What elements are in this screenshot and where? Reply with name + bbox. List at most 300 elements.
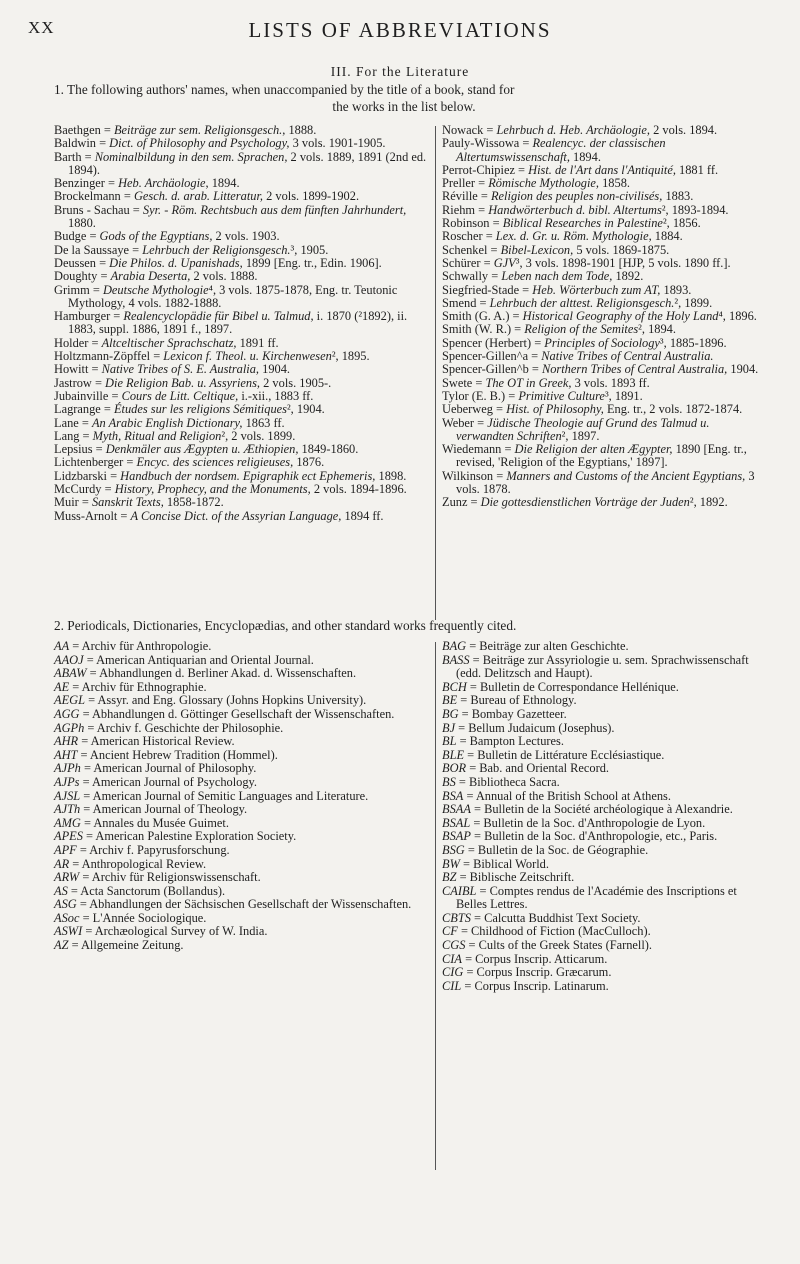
abbreviation: ASWI [54, 924, 83, 939]
entry-author: Hamburger = [54, 309, 124, 324]
entry-author: Smith (G. A.) = [442, 309, 523, 324]
entry-author: Smend = [442, 295, 490, 310]
entry-author: Barth = [54, 149, 95, 164]
entry-author: Lichtenberger = [54, 455, 137, 470]
abbreviation-entry [54, 776, 434, 790]
entry-details: ⁴, 3 vols. 1875-1878, Eng. tr. Teutonic Mythology, 4 vols. 1882-1888. [68, 282, 398, 310]
bibliography-entry [442, 164, 768, 177]
bibliography-entry [442, 284, 768, 297]
entry-title: Die Religion Bab. u. Assyriens, [105, 375, 261, 390]
abbreviation-entry [54, 654, 434, 668]
abbreviation-definition: = Archæological Survey of W. India. [82, 924, 268, 939]
abbreviation-entry [442, 844, 768, 858]
abbreviation: BAG [442, 639, 467, 653]
entry-title: Römische Mythologie, [488, 176, 600, 191]
entry-details: 2 vols. 1889, 1891 (2nd ed. 1894). [68, 149, 427, 177]
abbreviation: BLE [442, 747, 465, 762]
abbreviation-definition: = Comptes rendus de l'Académie des Inscriptions et Belles Lettres. [456, 883, 737, 912]
entry-author: Lidzbarski = [54, 468, 121, 483]
abbreviation: AJSL [54, 788, 81, 803]
entry-author: Riehm = [442, 202, 489, 217]
entry-details: 1858-1872. [163, 495, 224, 510]
entry-title: Religion des peuples non-civilisés, [490, 189, 663, 204]
abbreviation-entry [54, 694, 434, 708]
entry-details: 1899 [Eng. tr., Edin. 1906]. [242, 255, 382, 270]
entry-details: 1894. [569, 149, 601, 164]
abbreviation-definition: = American Journal of Psychology. [79, 774, 258, 789]
abbreviation: BASS [442, 652, 470, 667]
entry-details: 1881 ff. [675, 162, 719, 177]
entry-title: Études sur les religions Sémitiques [113, 402, 287, 417]
bibliography-entry [54, 483, 430, 496]
bibliography-entry [54, 190, 430, 203]
abbreviation-entry [54, 912, 434, 926]
entry-author: Baldwin = [54, 136, 110, 151]
entry-author: Perrot-Chipiez = [442, 162, 529, 177]
entry-details: 1898. [375, 468, 407, 483]
abbreviation-definition: = Assyr. and Eng. Glossary (Johns Hopkins University). [84, 693, 367, 708]
abbreviation-definition: = Abhandlungen der Sächsischen Gesellschaft der Wissenschaften. [76, 897, 412, 912]
entry-author: McCurdy = [54, 482, 115, 497]
abbreviation: BL [442, 734, 457, 749]
abbreviation-definition: = Biblische Zeitschrift. [456, 870, 575, 885]
abbreviation: AE [54, 679, 70, 694]
entry-title: Biblical Researches in Palestine [502, 216, 663, 231]
abbreviation-definition: = Anthropological Review. [69, 856, 207, 871]
entry-details: ³, 1885-1896. [659, 335, 727, 350]
entry-details: i. 1870 (²1892), ii. 1883, suppl. 1886, 1891 f., 1897. [68, 309, 408, 337]
abbreviation-definition: = Bulletin de la Société archéologique à Alexandrie. [470, 802, 733, 817]
entry-author: Doughty = [54, 269, 111, 284]
bibliography-entry [442, 390, 768, 403]
authors-list-left [54, 124, 430, 523]
abbreviation-definition: = Abhandlungen d. Berliner Akad. d. Wissenschaften. [86, 666, 357, 681]
bibliography-entry [442, 470, 768, 497]
abbreviation-entry [442, 939, 768, 953]
entry-author: Holder = [54, 335, 102, 350]
entry-details: ², 1894. [638, 322, 676, 337]
entry-author: Smith (W. R.) = [442, 322, 525, 337]
entry-title: Native Tribes of Central Australia. [541, 349, 714, 364]
entry-title: Jüdische Theologie auf Grund des Talmud u. verwandten Schriften [456, 415, 710, 443]
abbreviation-definition: = Abhandlungen d. Göttinger Gesellschaft der Wissenschaften. [79, 706, 395, 721]
bibliography-entry [442, 190, 768, 203]
intro-line-2: the works in the list below. [332, 98, 476, 114]
entry-title: Nominalbildung in den sem. Sprachen, [94, 149, 288, 164]
abbreviation: APES [54, 829, 83, 844]
bibliography-entry [442, 350, 768, 363]
abbreviation-entry [54, 735, 434, 749]
entry-title: Lexicon f. Theol. u. Kirchenwesen [163, 349, 332, 364]
bibliography-entry [54, 510, 430, 523]
entry-title: History, Prophecy, and the Monuments, [114, 482, 311, 497]
entry-title: Principles of Sociology [544, 335, 660, 350]
bibliography-entry [442, 137, 768, 164]
entry-title: Leben nach dem Tode, [501, 269, 613, 284]
entry-details: 3 vols. 1878. [456, 468, 755, 497]
abbreviation-entry [54, 640, 434, 654]
entry-title: The OT in Greek, [485, 375, 572, 390]
bibliography-entry [442, 297, 768, 310]
abbreviation: BE [442, 693, 458, 708]
abbreviation: AA [54, 639, 70, 653]
abbreviation-entry [54, 817, 434, 831]
entry-details: 1904. [727, 362, 759, 377]
entry-title: Lehrbuch d. Heb. Archäologie, [496, 123, 650, 137]
abbreviation-entry [442, 708, 768, 722]
abbreviation-entry [54, 898, 434, 912]
entry-details: 1893. [660, 282, 692, 297]
abbreviation-definition: = Bulletin de Littérature Ecclésiastique. [464, 747, 665, 762]
bibliography-entry [442, 417, 768, 444]
bibliography-entry [442, 323, 768, 336]
abbreviation-definition: = Archiv für Religionswissenschaft. [79, 870, 261, 885]
periodicals-list-right [442, 640, 768, 993]
abbreviation: AHT [54, 747, 78, 762]
bibliography-entry [442, 310, 768, 323]
bibliography-entry [54, 177, 430, 190]
entry-details: ², 1897. [561, 428, 600, 443]
entry-title: Realencyc. der classischen Altertumswissenschaft, [456, 136, 666, 164]
entry-title: Myth, Ritual and Religion [92, 428, 222, 443]
intro-line-1: 1. The following authors' names, when unaccompanied by the title of a book, stand for [54, 82, 515, 97]
abbreviation-entry [442, 735, 768, 749]
entry-details: 1891 ff. [236, 335, 279, 350]
abbreviation: BSA [442, 788, 464, 803]
abbreviation-definition: = American Journal of Philosophy. [80, 761, 257, 776]
abbreviation-definition: = Bureau of Ethnology. [457, 693, 577, 708]
entry-title: An Arabic English Dictionary, [91, 415, 243, 430]
bibliography-entry [442, 124, 768, 137]
entry-author: Pauly-Wissowa = [442, 136, 533, 151]
entry-title: Encyc. des sciences religieuses, [136, 455, 294, 470]
abbreviation-entry [442, 722, 768, 736]
bibliography-entry [54, 270, 430, 283]
bibliography-entry [442, 270, 768, 283]
entry-author: Schwally = [442, 269, 502, 284]
entry-title: Gesch. d. arab. Litteratur, [133, 189, 264, 204]
entry-details: 3 vols. 1893 ff. [571, 375, 650, 390]
abbreviation-entry [442, 830, 768, 844]
bibliography-entry [442, 230, 768, 243]
abbreviation-definition: = Bombay Gazetteer. [458, 706, 567, 721]
abbreviation: BS [442, 774, 456, 789]
entry-author: Lane = [54, 415, 92, 430]
abbreviation-definition: = Annales du Musée Guimet. [80, 815, 229, 830]
abbreviation-definition: = Childhood of Fiction (MacCulloch). [457, 924, 651, 939]
entry-author: Nowack = [442, 123, 497, 137]
entry-title: Sanskrit Texts, [91, 495, 164, 510]
entry-details: 3 vols. 1901-1905. [289, 136, 386, 151]
entry-details: 1880. [68, 216, 96, 231]
entry-details: ², 1856. [662, 216, 701, 231]
bibliography-entry [54, 230, 430, 243]
abbreviation: CGS [442, 938, 466, 953]
entry-title: Realencyclopädie für Bibel u. Talmud, [123, 309, 314, 324]
abbreviation-definition: = Ancient Hebrew Tradition (Hommel). [77, 747, 278, 762]
entry-details: ³, 3 vols. 1898-1901 [HJP, 5 vols. 1890 ff.]. [515, 255, 731, 270]
entry-details: 2 vols. 1899-1902. [263, 189, 360, 204]
abbreviation-definition: = Biblical World. [459, 856, 549, 871]
page-number: XX [28, 18, 55, 37]
bibliography-entry [54, 310, 430, 337]
entry-author: Brockelmann = [54, 189, 134, 204]
entry-author: Schürer = [442, 255, 494, 270]
authors-list-right [442, 124, 768, 510]
entry-details: 1849-1860. [298, 442, 359, 457]
abbreviation-entry [442, 762, 768, 776]
abbreviation: BSG [442, 842, 465, 857]
abbreviation: CIG [442, 965, 464, 980]
abbreviation: AJPs [54, 774, 80, 789]
bibliography-entry [54, 124, 430, 137]
abbreviation-definition: = Bab. and Oriental Record. [466, 761, 609, 776]
entry-title: Gods of the Egyptians, [99, 229, 213, 244]
abbreviation-entry [442, 858, 768, 872]
entry-title: Lex. d. Gr. u. Röm. Mythologie, [495, 229, 652, 244]
entry-author: De la Saussaye = [54, 242, 143, 257]
entry-title: Die Religion der alten Ægypter, [514, 442, 673, 457]
abbreviation-entry [54, 939, 434, 953]
abbreviation-entry [442, 749, 768, 763]
entry-author: Zunz = [442, 495, 481, 510]
abbreviation: CBTS [442, 910, 471, 925]
abbreviation-definition: = Archiv f. Geschichte der Philosophie. [84, 720, 284, 735]
abbreviation-definition: = Bulletin de Correspondance Hellénique. [466, 679, 679, 694]
abbreviation-entry [54, 667, 434, 681]
entry-author: Grimm = [54, 282, 103, 297]
abbreviation: AZ [54, 938, 69, 953]
abbreviation-definition: = American Journal of Theology. [80, 802, 248, 817]
entry-author: Wiedemann = [442, 442, 515, 457]
entry-details: ⁴, 1896. [718, 309, 757, 324]
abbreviation-entry [54, 722, 434, 736]
abbreviation-definition: = L'Année Sociologique. [79, 910, 207, 925]
entry-details: ², 1899. [674, 295, 713, 310]
entry-author: Bruns - Sachau = [54, 202, 143, 217]
entry-author: Howitt = [54, 362, 102, 377]
bibliography-entry [54, 496, 430, 509]
abbreviation-entry [54, 858, 434, 872]
abbreviation-entry [442, 817, 768, 831]
entry-author: Baethgen = [54, 123, 114, 137]
entry-author: Robinson = [442, 216, 503, 231]
entry-details: 1884. [651, 229, 683, 244]
abbreviation: AJPh [54, 761, 81, 776]
bibliography-entry [442, 377, 768, 390]
entry-author: Muss-Arnolt = [54, 508, 131, 523]
entry-title: Handwörterbuch d. bibl. Altertums [488, 202, 662, 217]
entry-title: Heb. Wörterbuch zum AT, [532, 282, 661, 297]
abbreviation: AEGL [54, 693, 85, 708]
entry-title: Bibel-Lexicon, [500, 242, 574, 257]
bibliography-entry [54, 284, 430, 311]
entry-author: Weber = [442, 415, 488, 430]
abbreviation-definition: = Archiv für Ethnographie. [69, 679, 207, 694]
abbreviation: BJ [442, 720, 456, 735]
bibliography-entry [54, 403, 430, 416]
abbreviation-entry [442, 871, 768, 885]
abbreviation: BG [442, 706, 459, 721]
abbreviation-entry [442, 776, 768, 790]
entry-title: Beiträge zur sem. Religionsgesch. [113, 123, 283, 137]
entry-details: 1876. [293, 455, 325, 470]
abbreviation-entry [442, 912, 768, 926]
bibliography-entry [54, 137, 430, 150]
entry-title: Hist. de l'Art dans l'Antiquité, [528, 162, 676, 177]
entry-title: Denkmäler aus Ægypten u. Æthiopien, [105, 442, 299, 457]
entry-title: Heb. Archäologie [118, 176, 206, 191]
abbreviation-definition: = Bibliotheca Sacra. [455, 774, 560, 789]
entry-author: Spencer-Gillen^b = [442, 362, 542, 377]
abbreviation: CIA [442, 951, 462, 966]
bibliography-entry [442, 337, 768, 350]
entry-details: i.-xii., 1883 ff. [238, 388, 314, 403]
abbreviation-entry [54, 762, 434, 776]
entry-author: Lepsius = [54, 442, 106, 457]
entry-author: Budge = [54, 229, 100, 244]
abbreviation-entry [54, 885, 434, 899]
abbreviation-definition: = Bellum Judaicum (Josephus). [455, 720, 615, 735]
bibliography-entry [442, 177, 768, 190]
abbreviation-definition: = Archiv f. Papyrusforschung. [76, 842, 230, 857]
entry-title: Lehrbuch der Religionsgesch. [142, 242, 291, 257]
abbreviation: CF [442, 924, 458, 939]
abbreviation-definition: = American Historical Review. [78, 734, 235, 749]
abbreviation-definition: = Cults of the Greek States (Farnell). [465, 938, 653, 953]
entry-details: , 1888. [282, 123, 317, 137]
abbreviation: ABAW [54, 666, 87, 681]
section-title: III. For the Literature [330, 64, 470, 79]
bibliography-entry [54, 204, 430, 231]
abbreviation-definition: = Corpus Inscrip. Græcarum. [463, 965, 612, 980]
entry-details: 1863 ff. [242, 415, 285, 430]
entry-title: Manners and Customs of the Ancient Egyptians, [506, 468, 746, 483]
entry-details: 1883. [662, 189, 694, 204]
entry-author: Réville = [442, 189, 491, 204]
entry-title: Die gottesdienstlichen Vorträge der Juden [480, 495, 690, 510]
abbreviation-entry [442, 925, 768, 939]
abbreviation: AAOJ [54, 652, 84, 667]
entry-details: Eng. tr., 2 vols. 1872-1874. [603, 402, 743, 417]
abbreviation-entry [442, 681, 768, 695]
abbreviation-entry [54, 749, 434, 763]
bibliography-entry [54, 257, 430, 270]
abbreviation-definition: = Calcutta Buddhist Text Society. [470, 910, 641, 925]
abbreviation: AS [54, 883, 68, 898]
bibliography-entry [442, 496, 768, 509]
entry-author: Schenkel = [442, 242, 501, 257]
entry-title: Northern Tribes of Central Australia, [541, 362, 728, 377]
abbreviation-entry [54, 871, 434, 885]
entry-title: Cours de Litt. Celtique, [121, 388, 239, 403]
entry-details: ², 1892. [689, 495, 728, 510]
entry-author: Swete = [442, 375, 486, 390]
periodicals-heading: 2. Periodicals, Dictionaries, Encyclopædias, and other standard works frequently cited. [54, 618, 517, 633]
bibliography-entry [54, 151, 430, 178]
entry-author: Siegfried-Stade = [442, 282, 533, 297]
entry-author: Spencer (Herbert) = [442, 335, 545, 350]
abbreviation-definition: = Bampton Lectures. [456, 734, 564, 749]
bibliography-entry [54, 337, 430, 350]
abbreviation: BZ [442, 870, 457, 885]
abbreviation: CIL [442, 978, 462, 993]
abbreviation-entry [442, 885, 768, 912]
abbreviation-entry [54, 708, 434, 722]
bibliography-entry [54, 456, 430, 469]
bibliography-entry [442, 257, 768, 270]
bibliography-entry [54, 244, 430, 257]
bibliography-entry [54, 470, 430, 483]
abbreviation-definition: = Archiv für Anthropologie. [69, 639, 212, 653]
abbreviation-definition: = Bulletin de la Soc. d'Anthropologie, etc., Paris. [470, 829, 718, 844]
abbreviation: AGPh [54, 720, 85, 735]
abbreviation-entry [54, 803, 434, 817]
entry-author: Spencer-Gillen^a = [442, 349, 542, 364]
abbreviation: BSAL [442, 815, 471, 830]
abbreviation: AR [54, 856, 70, 871]
entry-details: 1904. [259, 362, 291, 377]
entry-author: Wilkinson = [442, 468, 507, 483]
abbreviation: BSAA [442, 802, 471, 817]
entry-title: Hist. of Philosophy, [506, 402, 604, 417]
entry-details: ², 1895. [331, 349, 370, 364]
entry-details: 2 vols. 1894. [649, 123, 718, 137]
bibliography-entry [54, 377, 430, 390]
entry-details: 5 vols. 1869-1875. [573, 242, 670, 257]
abbreviation-definition: = Corpus Inscrip. Latinarum. [461, 978, 609, 993]
abbreviation: BCH [442, 679, 467, 694]
abbreviation: CAIBL [442, 883, 477, 898]
abbreviation-entry [54, 830, 434, 844]
entry-details: ³, 1905. [290, 242, 329, 257]
bibliography-entry [54, 417, 430, 430]
entry-details: 2 vols. 1903. [212, 229, 280, 244]
abbreviation-definition: = American Antiquarian and Oriental Journal. [83, 652, 314, 667]
bibliography-entry [442, 244, 768, 257]
abbreviation-definition: = Beiträge zur Assyriologie u. sem. Sprachwissenschaft (edd. Delitzsch and Haupt). [456, 652, 749, 681]
entry-author: Jastrow = [54, 375, 106, 390]
abbreviation-entry [54, 790, 434, 804]
entry-title: GJV [493, 255, 516, 270]
bibliography-entry [442, 204, 768, 217]
abbreviation: BOR [442, 761, 467, 776]
bibliography-entry [442, 403, 768, 416]
running-title: LISTS OF ABBREVIATIONS [248, 18, 552, 42]
abbreviation-definition: = Allgemeine Zeitung. [68, 938, 184, 953]
abbreviation: BW [442, 856, 460, 871]
bibliography-entry [54, 363, 430, 376]
entry-author: Jubainville = [54, 388, 122, 403]
abbreviation-entry [442, 803, 768, 817]
entry-details: ², 1904. [286, 402, 325, 417]
abbreviation: APF [54, 842, 77, 857]
abbreviation-entry [442, 694, 768, 708]
abbreviation: AMG [54, 815, 81, 830]
running-head [0, 18, 800, 42]
entry-author: Lang = [54, 428, 93, 443]
entry-details: 1858. [599, 176, 630, 191]
bibliography-entry [442, 363, 768, 376]
entry-title: Native Tribes of S. E. Australia, [101, 362, 260, 377]
entry-details: ², 2 vols. 1899. [221, 428, 296, 443]
abbreviation-entry [442, 640, 768, 654]
abbreviation-entry [442, 966, 768, 980]
abbreviation-definition: = Corpus Inscrip. Atticarum. [461, 951, 608, 966]
entry-details: 2 vols. 1905-. [260, 375, 332, 390]
bibliography-entry [54, 390, 430, 403]
abbreviation-entry [54, 681, 434, 695]
